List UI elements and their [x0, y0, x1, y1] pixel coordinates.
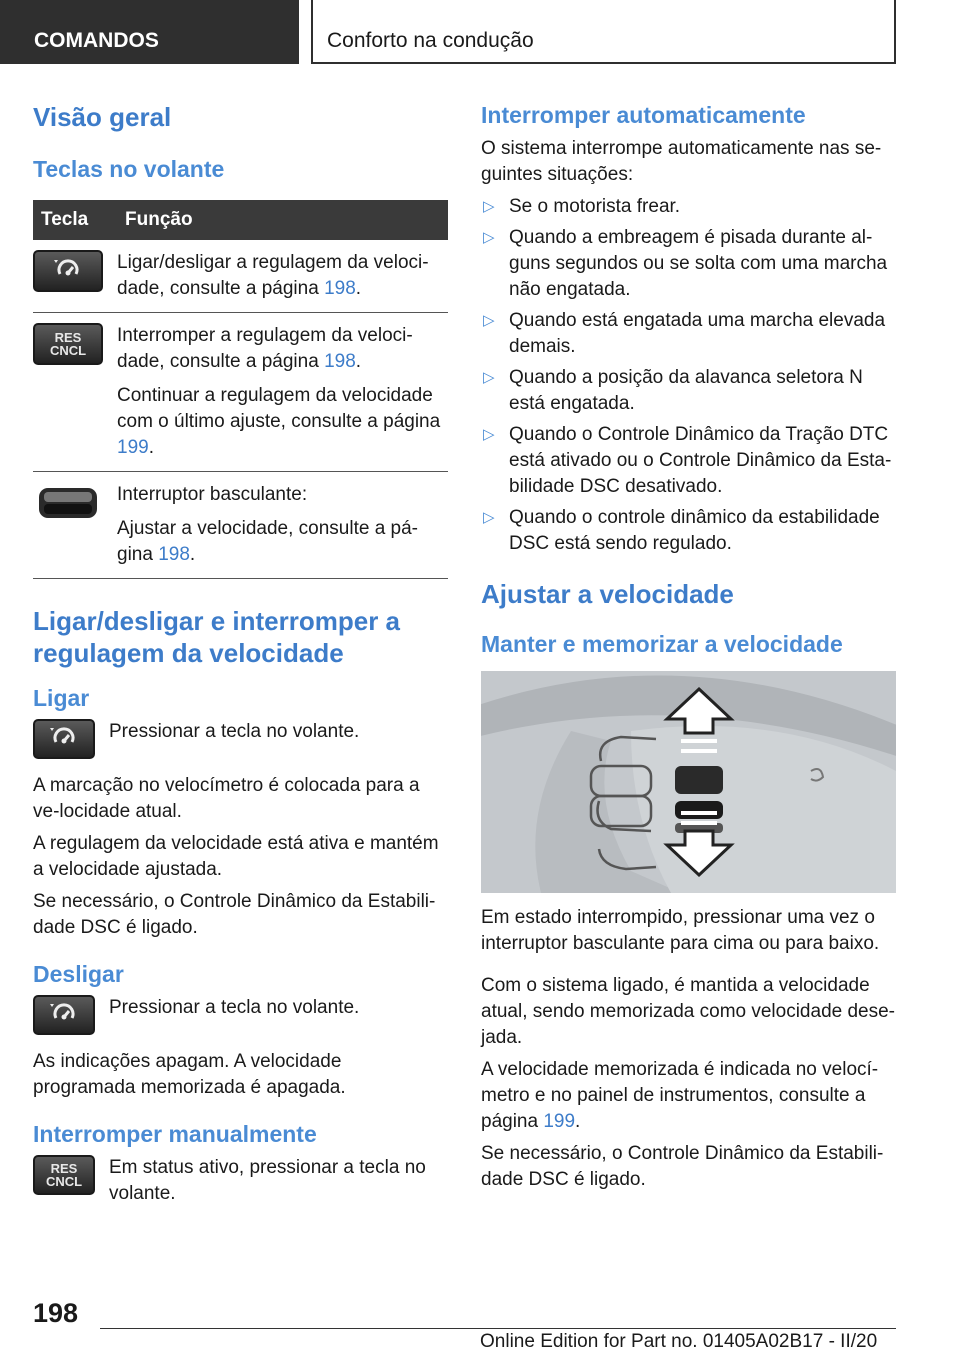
page-ref-link[interactable]: 198: [324, 278, 356, 299]
list-item: ▷ Quando a posição da alavanca seletora N está engatada.: [483, 367, 863, 414]
key-cell: [33, 313, 117, 472]
page-header: [0, 0, 960, 66]
adjust-paragraph-2: A velocidade memorizada é indicada no velocí-metro e no painel de instrumentos, consulte a página 199.: [481, 1059, 879, 1132]
on-key-row: [33, 719, 448, 759]
page-ref-link[interactable]: 199: [117, 437, 149, 458]
overview-title: Visão geral: [33, 102, 172, 132]
list-item: ▷ Quando o Controle Dinâmico da Tração DTC está ativado ou o Controle Dinâmico da Esta-bilidade DSC desativado.: [483, 424, 892, 497]
section-tab: COMANDOS: [0, 0, 299, 64]
rocker-switch-icon: [33, 482, 103, 524]
footer-divider: [100, 1328, 896, 1329]
adjust-subtitle: Manter e memorizar a velocidade: [481, 631, 843, 657]
function-text: Ajustar a velocidade, consulte a pá-gina: [117, 518, 419, 565]
table-row: [33, 240, 448, 313]
off-title: Desligar: [33, 961, 124, 987]
page-ref-link[interactable]: 199: [543, 1111, 576, 1132]
function-text: Interruptor basculante:: [117, 484, 308, 505]
bullet-arrow-icon: ▷: [483, 229, 495, 246]
chapter-tab: Conforto na condução: [311, 0, 896, 64]
on-paragraph-1: A marcação no velocímetro é colocada para a ve-locidade atual.: [33, 775, 420, 822]
adjust-paragraph-1: Com o sistema ligado, é mantida a velocidade atual, sendo memorizada como velocidade dese-jada.: [481, 975, 896, 1048]
page-number: 198: [33, 1298, 79, 1328]
bullet-arrow-icon: ▷: [483, 509, 495, 526]
table-header-row: [33, 200, 448, 240]
bullet-arrow-icon: ▷: [483, 369, 495, 386]
auto-intro: O sistema interrompe automaticamente nas se-guintes situações:: [481, 138, 882, 185]
function-text: Ligar/desligar a regulagem da veloci-dade, consulte a página: [117, 252, 429, 299]
list-item: ▷ Se o motorista frear.: [481, 194, 896, 220]
manual-title: Interromper manualmente: [33, 1121, 317, 1147]
function-cell: Ligar/desligar a regulagem da veloci-dade, consulte a página 198.: [117, 240, 448, 313]
function-cell: Interromper a regulagem da veloci-dade, consulte a página 198. Continuar a regulagem da velocidade com o último ajuste, consulte a página 199.: [117, 313, 448, 472]
steering-wheel-illustration: [481, 671, 896, 893]
right-column: [481, 100, 896, 1193]
on-paragraph-3: Se necessário, o Controle Dinâmico da Estabili-dade DSC é ligado.: [33, 891, 436, 938]
function-text: Interromper a regulagem da veloci-dade, consulte a página: [117, 325, 413, 372]
off-key-row: [33, 995, 448, 1035]
res-cncl-button-icon: RES CNCL: [33, 323, 103, 365]
adjust-title: Ajustar a velocidade: [481, 579, 734, 609]
cruise-control-button-icon: [33, 995, 95, 1035]
page-ref-link[interactable]: 198: [158, 544, 190, 565]
res-cncl-button-icon: RES CNCL: [33, 1155, 95, 1195]
on-key-text: Pressionar a tecla no volante.: [109, 721, 360, 742]
on-paragraph-2: A regulagem da velocidade está ativa e mantém a velocidade ajustada.: [33, 833, 439, 880]
auto-title: Interromper automaticamente: [481, 102, 806, 128]
list-item: ▷ Quando o controle dinâmico da estabilidade DSC está sendo regulado.: [483, 507, 880, 554]
bullet-arrow-icon: ▷: [483, 312, 495, 329]
edition-text: Online Edition for Part no. 01405A02B17 - II/20: [480, 1331, 878, 1352]
steering-keys-table: [33, 200, 448, 579]
table-row: [33, 313, 448, 472]
key-cell: [33, 240, 117, 313]
onoff-title: Ligar/desligar e interromper a regulagem da velocidade: [33, 606, 401, 668]
bullet-arrow-icon: ▷: [483, 198, 495, 215]
manual-key-row: [33, 1155, 448, 1207]
function-cell: Interruptor basculante: Ajustar a velocidade, consulte a pá-gina 198.: [117, 472, 448, 579]
auto-list: [481, 194, 896, 557]
manual-key-text: Em status ativo, pressionar a tecla no volante.: [109, 1157, 426, 1204]
list-item: ▷ Quando a embreagem é pisada durante al-guns segundos ou se solta com uma marcha não engatada.: [483, 227, 888, 300]
on-title: Ligar: [33, 685, 90, 711]
adjust-paragraph-3: Se necessário, o Controle Dinâmico da Estabili-dade DSC é ligado.: [481, 1143, 884, 1190]
cruise-control-button-icon: [33, 250, 103, 292]
off-paragraph-1: As indicações apagam. A velocidade programada memorizada é apagada.: [33, 1051, 346, 1098]
key-cell: [33, 472, 117, 579]
bullet-arrow-icon: ▷: [483, 426, 495, 443]
page-ref-link[interactable]: 198: [324, 351, 356, 372]
left-column: [33, 100, 448, 1207]
off-key-text: Pressionar a tecla no volante.: [109, 997, 360, 1018]
cruise-control-button-icon: [33, 719, 95, 759]
col-key-header: Tecla: [33, 200, 117, 240]
table-row: [33, 472, 448, 579]
function-text: Continuar a regulagem da velocidade com o último ajuste, consulte a página: [117, 385, 441, 432]
overview-subtitle: Teclas no volante: [33, 156, 225, 182]
col-function-header: Função: [117, 200, 448, 240]
photo-caption: Em estado interrompido, pressionar uma vez o interruptor basculante para cima ou para baixo.: [481, 907, 880, 954]
list-item: ▷ Quando está engatada uma marcha elevada demais.: [483, 310, 886, 357]
